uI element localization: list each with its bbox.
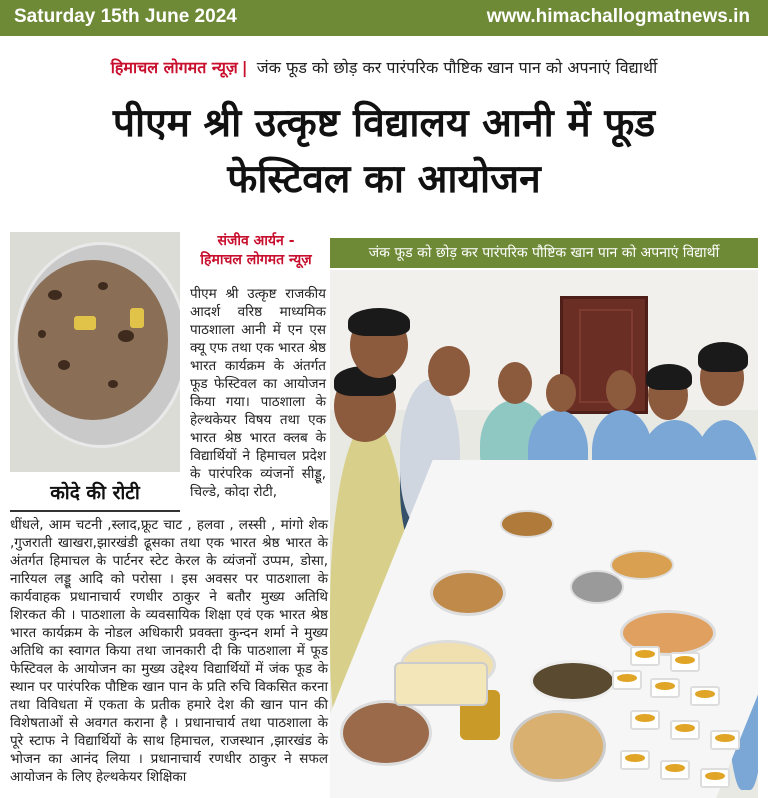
article-column-text: पीएम श्री उत्कृष्ट राजकीय आदर्श वरिष्ठ माध्यमिक पाठशाला आनी में एन एस क्यू एफ तथा एक भारत श्रेष्ठ भारत कार्यक्रम के अंतर्गत फूड फेस्टिवल का आयोजन किया गया। पाठशाला के हेल्थकेयर विषय तथा एक भारत श्रेष्ठ भारत क्लब के विद्यार्थियों ने हिमाचल प्रदेश के पारंपरिक व्यंजनों सीड्डू, चिल्डे, कोदा रोटी, (190, 286, 326, 500)
brand-name: हिमाचल लोगमत न्यूज़ (110, 58, 238, 77)
kicker-subtitle: जंक फूड को छोड़ कर पारंपरिक पौष्टिक खान पान को अपनाएं विद्यार्थी (256, 58, 658, 77)
article-full-text: धींधले, आम चटनी ,स्लाद,फ्रूट चाट , हलवा , लस्सी , मांगो शेक ,गुजराती खाखरा,झारखंडी ढूसका तथा एक भारत श्रेष्ठ भारत के अंतर्गत हिमाचल के पार्टनर स्टेट केरल के व्यंजनों उप्पम, डोसा, नारियल लड्डू आदि को परोसा । इस अवसर पर पाठशाला के कार्यवाहक प्रधानाचार्य रणधीर ठाकुर ने बतौर मुख्य अतिथि शिरकत की । पाठशाला के व्यवसायिक शिक्षा एवं एक भारत श्रेष्ठ भारत कार्यक्रम के नोडल अधिकारी प्रवक्ता कुन्दन शर्मा ने मुख्य अतिथि का स्वागत किया तथा जानकारी दी कि पाठशाला में फूड फेस्टिवल के आयोजन का मुख्य उद्देश्य विद्यार्थियों में जंक फूड के स्थान पर पारंपरिक पौष्टिक खान पान के प्रति रुचि विकसित करना तथा विविधता में एकता के प्रतीक हमारे देश की खान पान की विशेषताओं से अवगत कराना है । प्रधानाचार्य तथा पाठशाला के पूरे स्टाफ ने विद्यार्थियों के साथ हिमाचल, राजस्थान ,झारखंड के भोजन का आनंद लिया । प्रधानाचार्य रणधीर ठाकुर ने सफल आयोजन के लिए हेल्थकेयर शिक्षिका (10, 517, 328, 785)
kicker-line (0, 56, 768, 78)
byline-publication: हिमाचल लोगमत न्यूज़ (200, 252, 312, 268)
roti-caption: कोदे की रोटी (10, 476, 180, 512)
byline (186, 232, 326, 270)
festival-photo-caption: जंक फूड को छोड़ कर पारंपरिक पौष्टिक खान पान को अपनाएं विद्यार्थी (330, 238, 758, 268)
website-url[interactable]: www.himachallogmatnews.in (486, 6, 750, 27)
headline-line-1: पीएम श्री उत्कृष्ट विद्यालय आनी में फूड (112, 101, 656, 146)
kicker-separator: | (241, 58, 248, 77)
byline-author: संजीव आर्यन - (217, 233, 295, 249)
issue-date: Saturday 15th June 2024 (14, 6, 237, 27)
roti-image (18, 260, 168, 420)
headline-line-2: फेस्टिवल का आयोजन (227, 157, 541, 202)
headline (0, 96, 768, 208)
roti-photo (10, 232, 180, 472)
top-bar (0, 0, 768, 36)
festival-photo (330, 270, 758, 798)
